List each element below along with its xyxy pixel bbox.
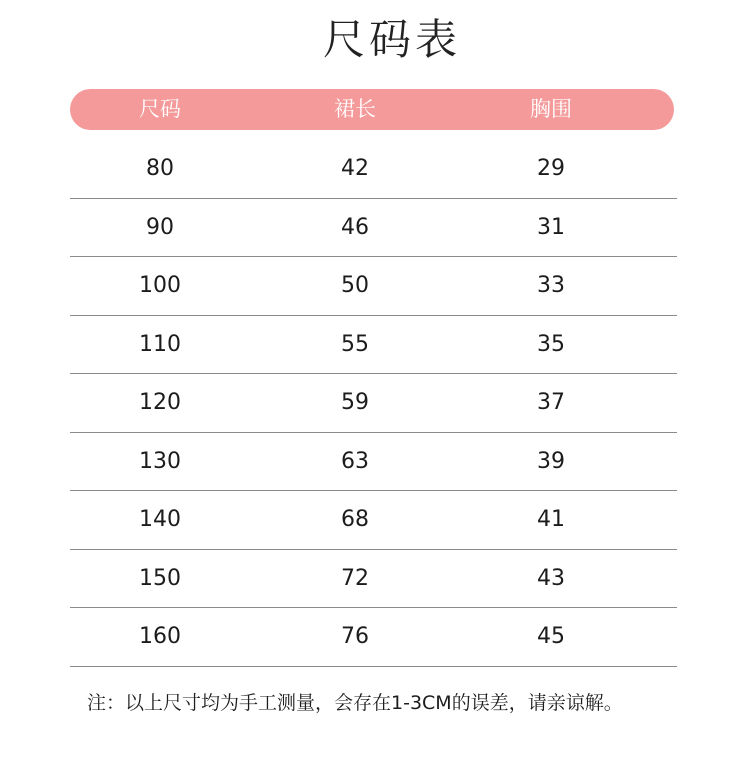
cell-chest: 33 — [537, 273, 565, 298]
cell-chest: 35 — [537, 331, 565, 357]
cell-chest: 29 — [537, 156, 565, 181]
cell-chest: 43 — [537, 565, 565, 591]
cell-skirt-length: 63 — [341, 448, 369, 474]
table-row — [70, 491, 677, 550]
cell-skirt-length: 59 — [341, 390, 369, 415]
page-title: 尺码表 — [322, 15, 461, 64]
table-header — [70, 89, 674, 130]
table-row — [70, 433, 677, 492]
cell-chest: 31 — [537, 214, 565, 240]
table-row — [70, 199, 677, 258]
cell-size: 160 — [139, 624, 181, 649]
table-row — [70, 316, 677, 375]
header-skirt-length: 裙长 — [334, 97, 376, 121]
cell-size: 90 — [146, 214, 174, 240]
cell-size: 100 — [139, 273, 181, 298]
cell-skirt-length: 76 — [341, 624, 369, 649]
cell-skirt-length: 50 — [341, 273, 369, 298]
table-row — [70, 550, 677, 609]
cell-skirt-length: 72 — [341, 565, 369, 591]
cell-size: 130 — [139, 448, 181, 474]
cell-chest: 41 — [537, 507, 565, 532]
cell-skirt-length: 55 — [341, 331, 369, 357]
table-row — [70, 608, 677, 667]
cell-chest: 45 — [537, 624, 565, 649]
cell-size: 80 — [146, 156, 174, 181]
cell-skirt-length: 46 — [341, 214, 369, 240]
cell-size: 120 — [139, 390, 181, 415]
cell-size: 150 — [139, 565, 181, 591]
cell-size: 110 — [139, 331, 181, 357]
header-chest: 胸围 — [530, 97, 572, 121]
table-row — [70, 140, 677, 199]
cell-skirt-length: 42 — [341, 156, 369, 181]
cell-skirt-length: 68 — [341, 507, 369, 532]
table-row — [70, 374, 677, 433]
cell-size: 140 — [139, 507, 181, 532]
measurement-note: 注：以上尺寸均为手工测量，会存在1-3CM的误差，请亲谅解。 — [87, 692, 623, 714]
table-row — [70, 257, 677, 316]
header-size: 尺码 — [139, 97, 181, 121]
cell-chest: 37 — [537, 390, 565, 415]
cell-chest: 39 — [537, 448, 565, 474]
size-table-body — [70, 140, 677, 667]
